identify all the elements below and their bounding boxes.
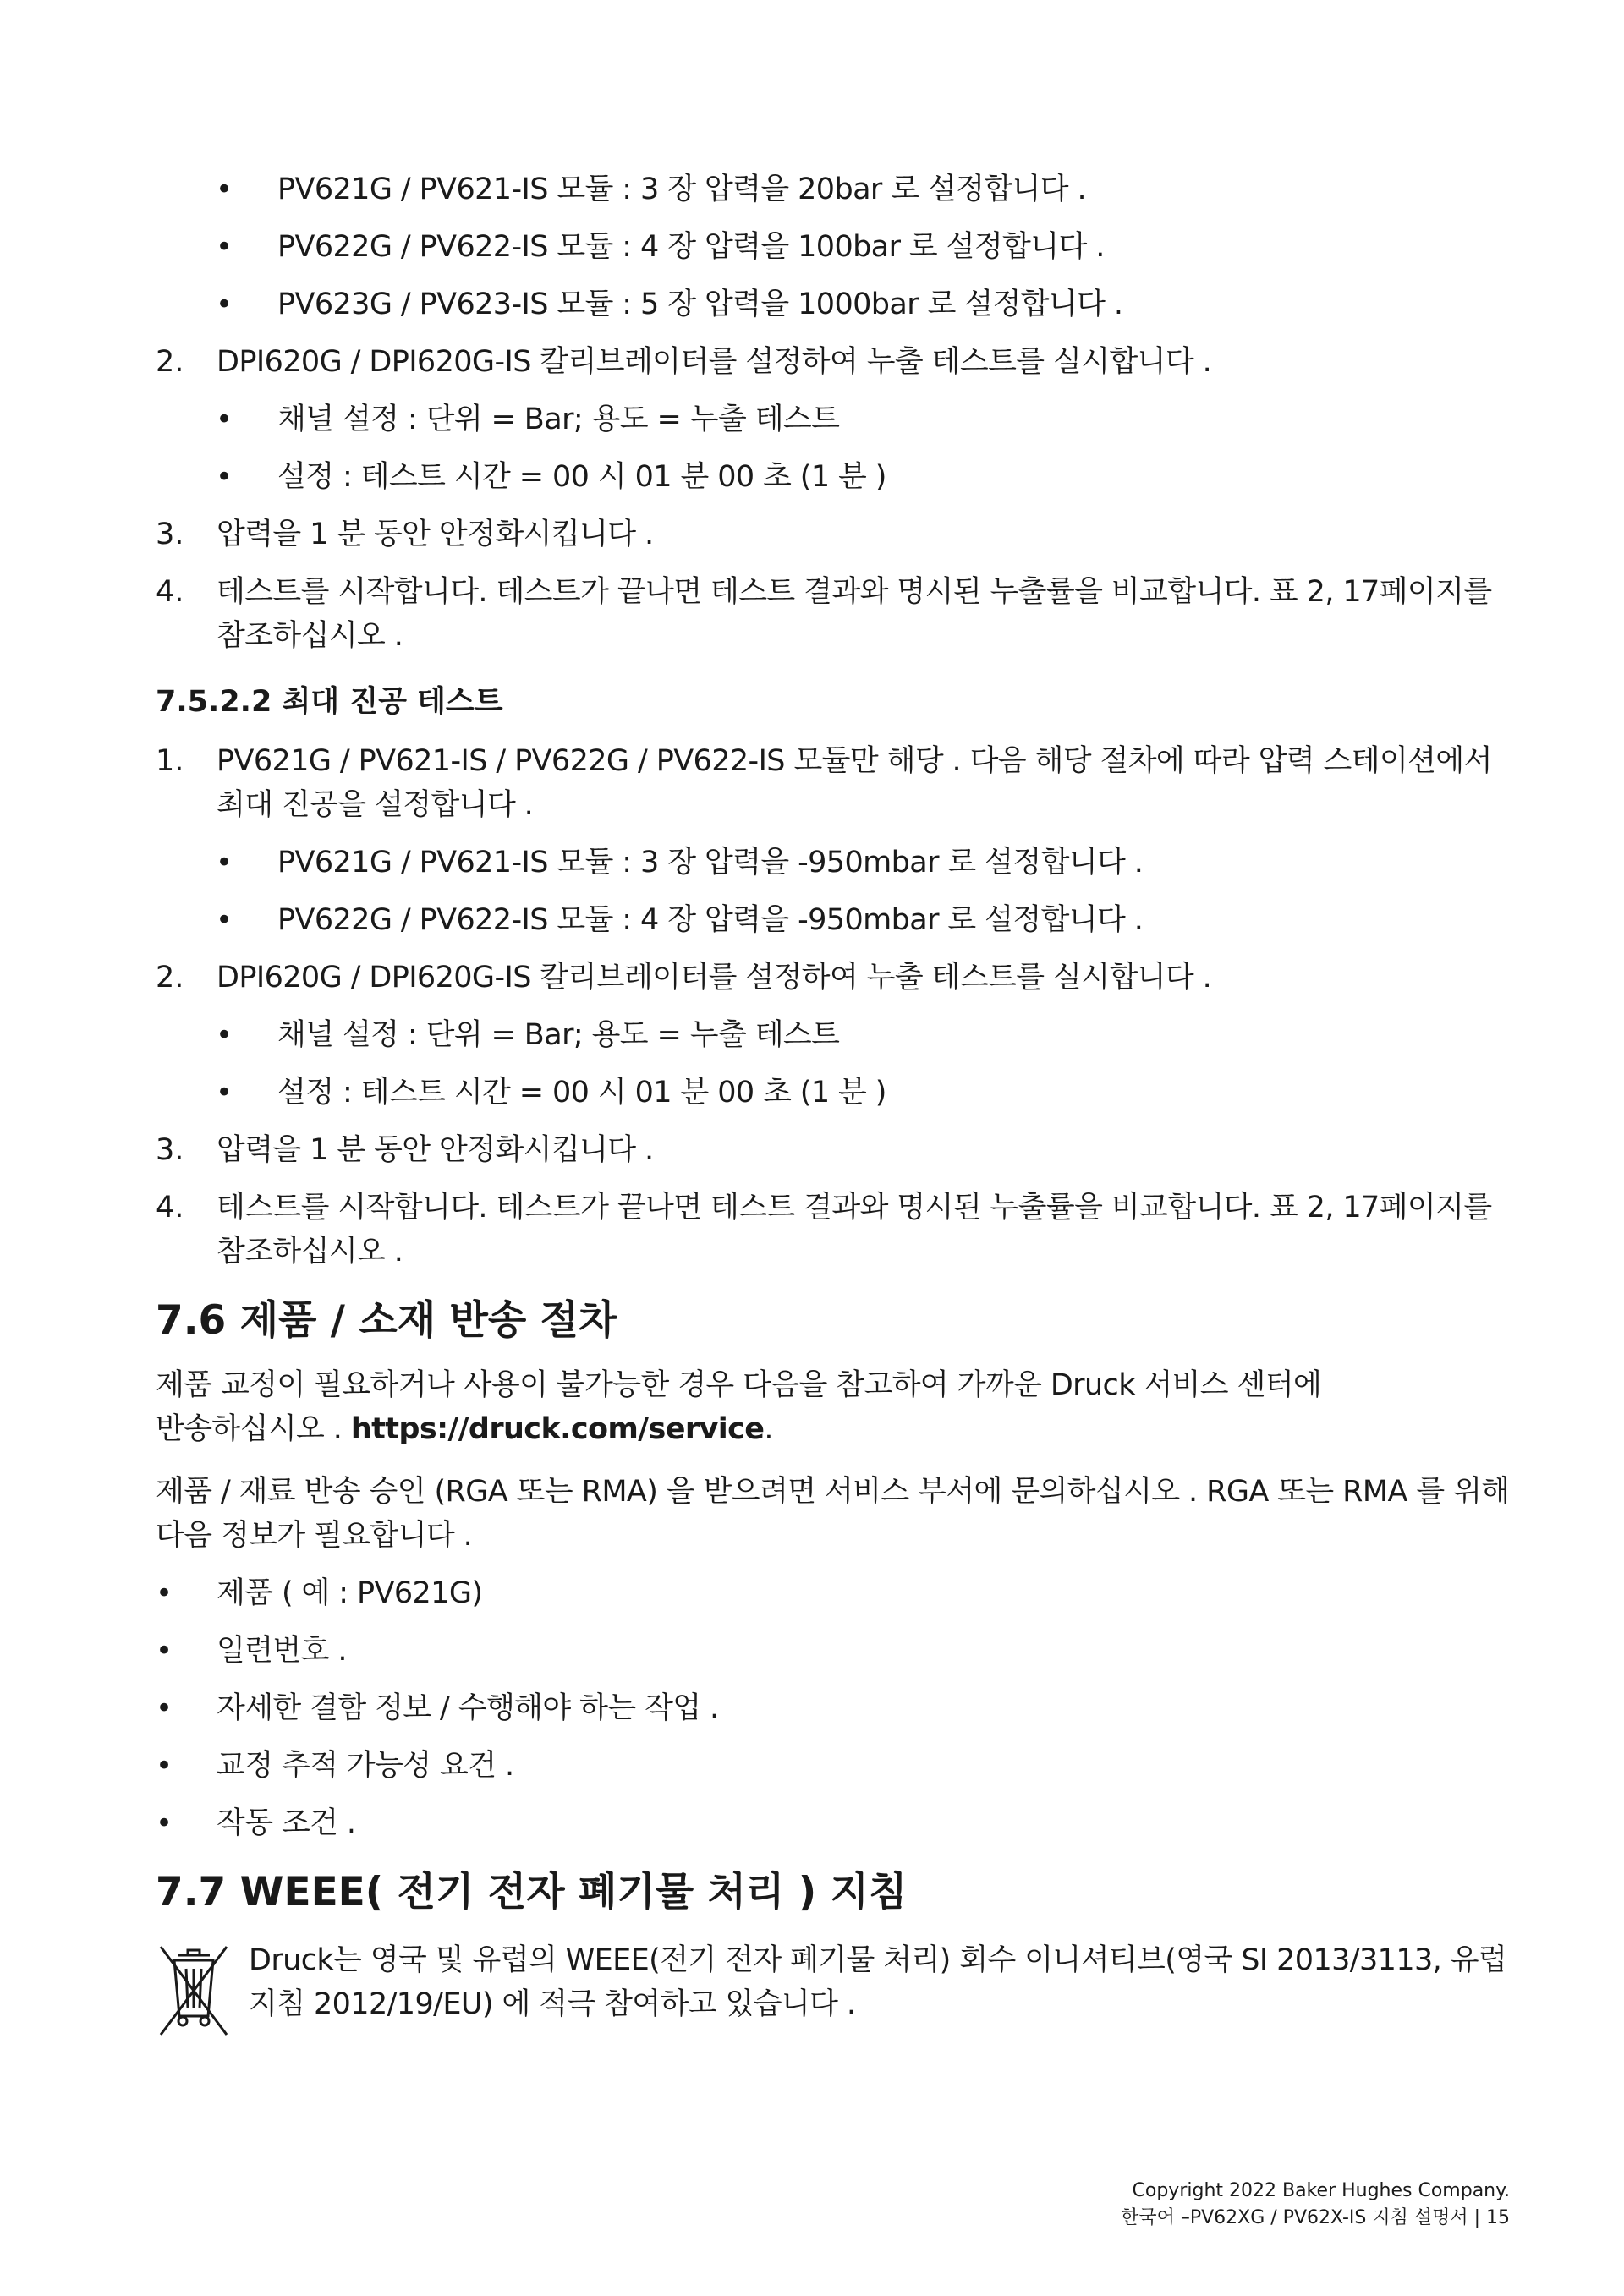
s2-step-3: 압력을 1 분 동안 안정화시킵니다 .: [217, 1133, 654, 1167]
bullet-marker: •: [156, 1806, 173, 1840]
bullet-marker: •: [216, 288, 233, 321]
s1-step-4-line-2: 참조하십시오 .: [217, 619, 403, 653]
s1-step-4-line-1: 테스트를 시작합니다. 테스트가 끝나면 테스트 결과와 명시된 누출률을 비교합니다. 표 2, 17페이지를: [217, 575, 1492, 609]
s2-step-1-line-1: PV621G / PV621-IS / PV622G / PV622-IS 모듈만 해당 . 다음 해당 절차에 따라 압력 스테이션에서: [217, 744, 1492, 778]
bullet-marker: •: [216, 230, 233, 264]
s1-bullet-2: PV622G / PV622-IS 모듈 : 4 장 압력을 100bar 로 설정합니다 .: [277, 230, 1105, 264]
s2-bullet-4: 설정 : 테스트 시간 = 00 시 01 분 00 초 (1 분 ): [277, 1076, 886, 1110]
s3-list-item-2: 일련번호 .: [217, 1634, 347, 1668]
s3-list-item-5: 작동 조건 .: [217, 1806, 356, 1840]
bullet-marker: •: [216, 1076, 233, 1110]
s2-bullet-2: PV622G / PV622-IS 모듈 : 4 장 압력을 -950mbar 로 설정합니다 .: [277, 903, 1144, 937]
s1-step-number-3: 3.: [156, 518, 184, 551]
s1-bullet-5: 설정 : 테스트 시간 = 00 시 01 분 00 초 (1 분 ): [277, 460, 886, 494]
bullet-marker: •: [216, 846, 233, 879]
heading-7-6: 7.6 제품 / 소재 반송 절차: [156, 1297, 617, 1344]
bullet-marker: •: [156, 1576, 173, 1610]
s3-list-item-3: 자세한 결함 정보 / 수행해야 하는 작업 .: [217, 1691, 719, 1725]
s3-paragraph-1-line-2: [156, 1411, 773, 1448]
s1-step-2: DPI620G / DPI620G-IS 칼리브레이터를 설정하여 누출 테스트를 실시합니다 .: [217, 345, 1212, 379]
s2-step-number-1: 1.: [156, 744, 184, 778]
bullet-marker: •: [216, 903, 233, 937]
s2-bullet-1: PV621G / PV621-IS 모듈 : 3 장 압력을 -950mbar 로 설정합니다 .: [277, 846, 1144, 879]
s3-list-item-4: 교정 추적 가능성 요건 .: [217, 1749, 514, 1783]
bullet-marker: •: [216, 403, 233, 436]
s3-paragraph-1-end: .: [764, 1412, 773, 1446]
weee-crossed-bin-icon: [157, 1943, 230, 2038]
s3-paragraph-1-text: 반송하십시오 .: [156, 1412, 351, 1446]
heading-7-5-2-2: 7.5.2.2 최대 진공 테스트: [156, 685, 503, 719]
s1-bullet-4: 채널 설정 : 단위 = Bar; 용도 = 누출 테스트: [277, 403, 840, 436]
bullet-marker: •: [216, 1018, 233, 1052]
s3-paragraph-2-line-1: 제품 / 재료 반송 승인 (RGA 또는 RMA) 을 받으려면 서비스 부서에 문의하십시오 . RGA 또는 RMA 를 위해: [156, 1475, 1510, 1509]
heading-7-7: 7.7 WEEE( 전기 전자 폐기물 처리 ) 지침: [156, 1869, 908, 1915]
s1-bullet-1: PV621G / PV621-IS 모듈 : 3 장 압력을 20bar 로 설정합니다 .: [277, 173, 1087, 206]
bullet-marker: •: [156, 1691, 173, 1725]
s3-paragraph-2-line-2: 다음 정보가 필요합니다 .: [156, 1519, 473, 1553]
s1-step-number-4: 4.: [156, 575, 184, 609]
s2-bullet-3: 채널 설정 : 단위 = Bar; 용도 = 누출 테스트: [277, 1018, 840, 1052]
footer-copyright: Copyright 2022 Baker Hughes Company.: [1132, 2180, 1510, 2201]
s2-step-4-line-2: 참조하십시오 .: [217, 1235, 403, 1269]
bullet-marker: •: [156, 1634, 173, 1668]
s1-bullet-3: PV623G / PV623-IS 모듈 : 5 장 압력을 1000bar 로 설정합니다 .: [277, 288, 1123, 321]
s2-step-number-4: 4.: [156, 1191, 184, 1225]
footer-manual-page: 한국어 –PV62XG / PV62X-IS 지침 설명서 | 15: [1121, 2207, 1510, 2228]
s2-step-number-3: 3.: [156, 1133, 184, 1167]
s1-step-number-2: 2.: [156, 345, 184, 379]
s2-step-4-line-1: 테스트를 시작합니다. 테스트가 끝나면 테스트 결과와 명시된 누출률을 비교합니다. 표 2, 17페이지를: [217, 1191, 1492, 1225]
s1-step-3: 압력을 1 분 동안 안정화시킵니다 .: [217, 518, 654, 551]
bullet-marker: •: [156, 1749, 173, 1783]
s3-list-item-1: 제품 ( 예 : PV621G): [217, 1576, 483, 1610]
s2-step-2: DPI620G / DPI620G-IS 칼리브레이터를 설정하여 누출 테스트를 실시합니다 .: [217, 961, 1212, 995]
s4-paragraph-line-2: 지침 2012/19/EU) 에 적극 참여하고 있습니다 .: [249, 1987, 856, 2021]
service-link[interactable]: https://druck.com/service: [350, 1412, 765, 1446]
bullet-marker: •: [216, 460, 233, 494]
s2-step-number-2: 2.: [156, 961, 184, 995]
bullet-marker: •: [216, 173, 233, 206]
s4-paragraph-line-1: Druck는 영국 및 유럽의 WEEE(전기 전자 폐기물 처리) 회수 이니셔티브(영국 SI 2013/3113, 유럽: [249, 1943, 1507, 1977]
s2-step-1-line-2: 최대 진공을 설정합니다 .: [217, 788, 534, 822]
s3-paragraph-1-line-1: 제품 교정이 필요하거나 사용이 불가능한 경우 다음을 참고하여 가까운 Druck 서비스 센터에: [156, 1368, 1322, 1402]
